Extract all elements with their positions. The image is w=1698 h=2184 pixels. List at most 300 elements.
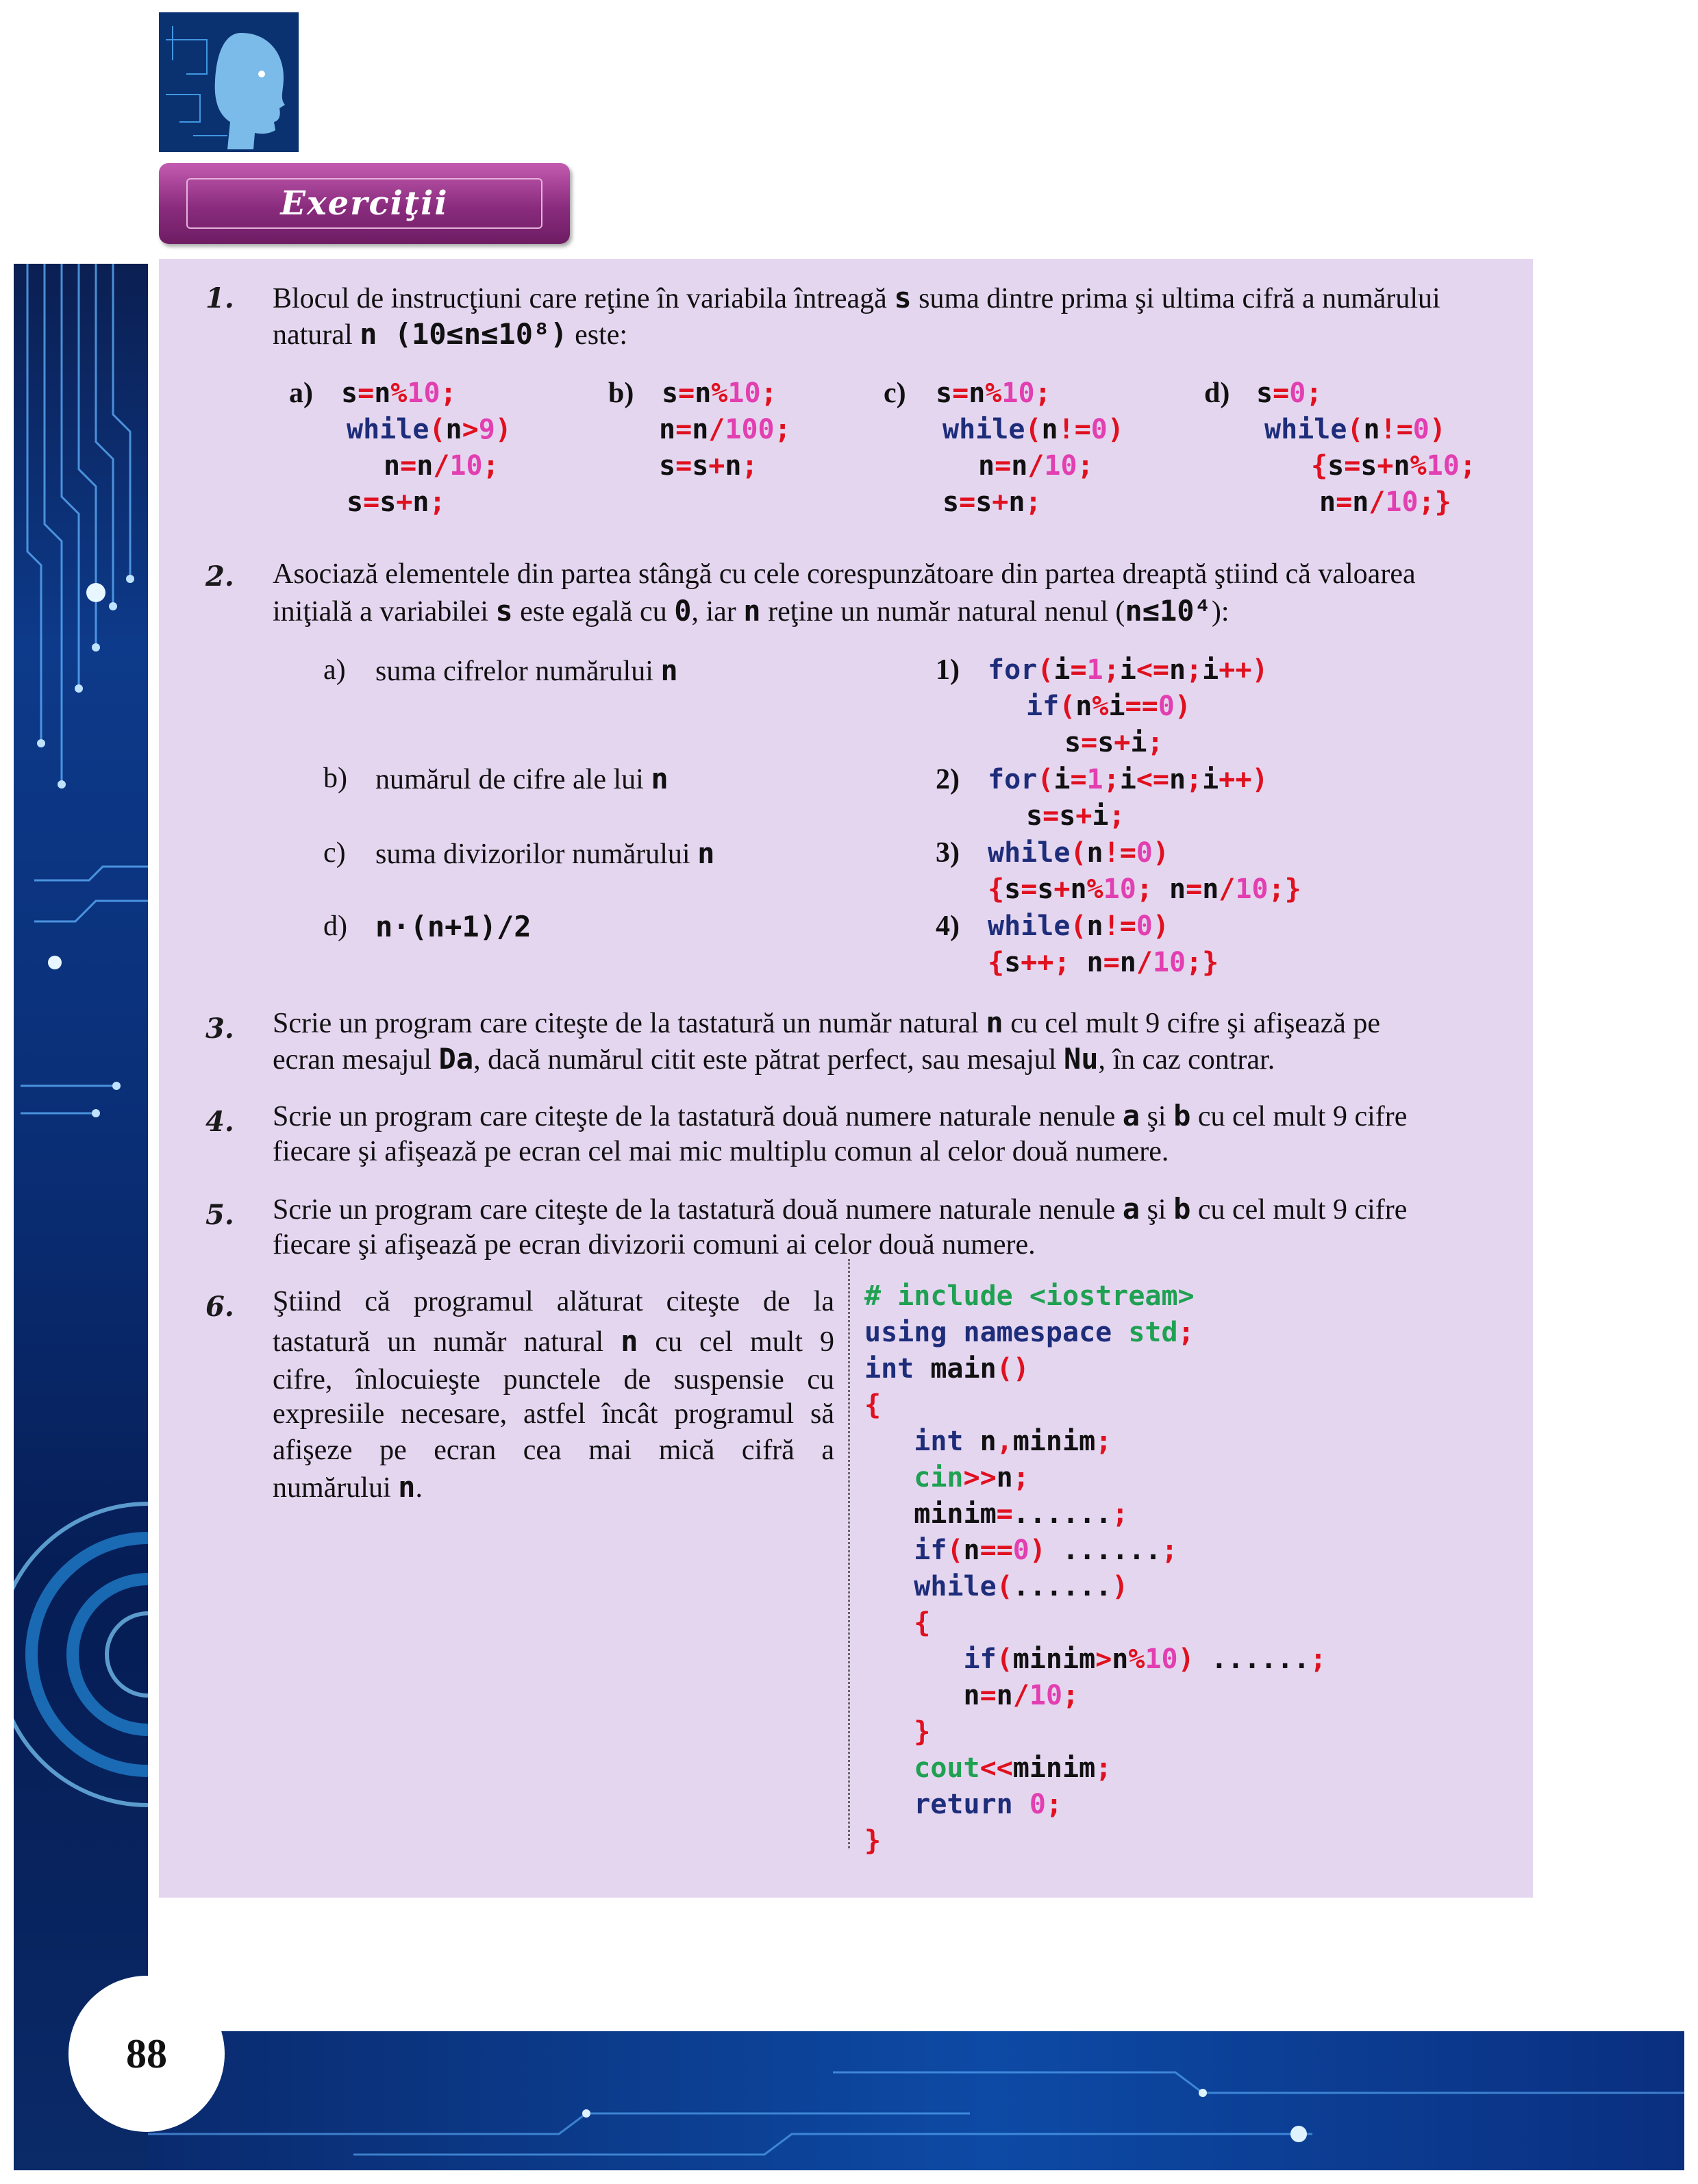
option-d-code-line	[1256, 375, 1322, 412]
code-token: # include <iostream>	[864, 1280, 1195, 1312]
code-token: ==	[1125, 691, 1158, 722]
program-code-line	[864, 1315, 1195, 1351]
code-token: 0	[1289, 377, 1306, 409]
code-token: ;	[1310, 1643, 1327, 1675]
code-token: 10	[1103, 873, 1136, 905]
code-token: (	[996, 1643, 1013, 1675]
code-token: n	[1075, 691, 1093, 722]
code-token: =	[675, 450, 692, 482]
code-token: n	[1041, 414, 1058, 445]
exercise-number: 3.	[205, 1013, 234, 1045]
option-b-code-line	[659, 448, 758, 484]
code-token: <<	[979, 1752, 1013, 1784]
code-token: n	[659, 414, 676, 445]
code-token: i	[1202, 654, 1219, 686]
code-token: ;	[1108, 800, 1125, 832]
code-token: (	[1037, 654, 1054, 686]
code-token: i	[1119, 654, 1136, 686]
code-token: 0	[1158, 691, 1175, 722]
code-token: 10	[449, 450, 483, 482]
circuit-decoration-left	[14, 264, 148, 2170]
right-item-label: 2)	[936, 764, 960, 795]
code-token: )	[1152, 910, 1169, 942]
program-code-line	[864, 1787, 1062, 1823]
code-token: ;}	[1268, 873, 1301, 905]
option-a-code-line	[341, 375, 457, 412]
right-item-label: 1)	[936, 654, 960, 686]
code-token: while	[988, 837, 1071, 869]
code-token: return	[914, 1789, 1029, 1820]
code-token: (	[1070, 837, 1087, 869]
code-token: s	[1256, 377, 1273, 409]
code-token: (	[1059, 691, 1076, 722]
code-token: n	[996, 1462, 1013, 1493]
code-token: 0	[1136, 837, 1153, 869]
code-token: =	[995, 450, 1012, 482]
option-d-code-line	[1311, 448, 1476, 484]
code-token: s	[1360, 450, 1377, 482]
code-token: 0	[1012, 1535, 1029, 1566]
code-token: +	[708, 450, 725, 482]
exercise-number: 5.	[205, 1199, 234, 1231]
code-token: !=	[1379, 414, 1413, 445]
code-token: while	[347, 414, 429, 445]
program-code-line	[864, 1387, 881, 1424]
code-token: <=	[1136, 764, 1169, 795]
code-token: ;	[774, 414, 791, 445]
code-token: ;	[760, 377, 777, 409]
code-token: minim	[1012, 1752, 1096, 1784]
code-token: ;	[1103, 764, 1120, 795]
code-token: >	[462, 414, 479, 445]
code-token: s	[341, 377, 358, 409]
code-token: 0	[1029, 1789, 1046, 1820]
program-code-line	[864, 1823, 881, 1859]
code-token: =	[996, 1498, 1013, 1530]
code-token: n	[1202, 873, 1219, 905]
code-token: ()	[996, 1353, 1029, 1385]
code-token: /	[433, 450, 450, 482]
code-token: %	[390, 377, 408, 409]
option-a-code-line	[347, 412, 512, 448]
code-token: =	[1021, 873, 1038, 905]
left-item-label: c)	[323, 837, 346, 869]
option-b-code-line	[659, 412, 791, 448]
code-token: 10	[1001, 377, 1035, 409]
code-token: (	[996, 1571, 1013, 1602]
code-token: (	[1347, 414, 1364, 445]
code-token: %	[985, 377, 1002, 409]
code-token: ;	[1136, 873, 1169, 905]
code-token: ,	[996, 1426, 1013, 1457]
code-token: s	[379, 486, 397, 518]
code-token: for	[988, 764, 1038, 795]
code-token: {	[914, 1607, 931, 1639]
code-token: 10	[1145, 1643, 1178, 1675]
exercise-number: 4.	[205, 1106, 234, 1138]
program-code-line	[864, 1569, 1128, 1605]
code-token: 10	[1152, 947, 1186, 978]
code-token: 0	[1090, 414, 1108, 445]
code-token: )	[1112, 1571, 1129, 1602]
program-code-line	[864, 1750, 1112, 1787]
code-token: ;	[1177, 1317, 1195, 1348]
code-token: n	[1086, 910, 1103, 942]
code-token: n	[1363, 414, 1380, 445]
right-item-code-line	[988, 908, 1169, 945]
code-token: n	[1008, 486, 1025, 518]
program-code-line	[864, 1424, 1112, 1460]
code-token: {	[1311, 450, 1328, 482]
code-token: =	[400, 450, 417, 482]
code-token: 10	[1029, 1680, 1063, 1711]
exercise-5-text-line1: Scrie un program care citeşte de la tastatură două numere naturale nenule a şi b cu cel mult 9 cifre	[273, 1192, 1408, 1226]
code-token: 9	[478, 414, 495, 445]
code-token: n	[1169, 764, 1186, 795]
code-token: ;	[1012, 1462, 1029, 1493]
code-token: s	[659, 450, 676, 482]
code-token: main	[930, 1353, 997, 1385]
code-token: =	[959, 486, 976, 518]
exercise-4-text-line2: fiecare şi afişează pe ecran cel mai mic multiplu comun al celor două numere.	[273, 1136, 1169, 1167]
code-token: /	[1012, 1680, 1029, 1711]
right-item-code-line	[988, 835, 1169, 871]
code-token: s	[1327, 450, 1345, 482]
code-token: n	[963, 1535, 980, 1566]
code-token: 10	[407, 377, 440, 409]
program-code-line	[864, 1351, 1029, 1387]
code-token: s	[1059, 800, 1076, 832]
right-item-code-line	[988, 652, 1269, 688]
code-token: cout	[914, 1752, 980, 1784]
code-token: !=	[1103, 837, 1136, 869]
code-token: s	[1097, 727, 1114, 758]
code-token: (	[1025, 414, 1042, 445]
code-token: s	[1004, 947, 1021, 978]
code-token: ++;	[1021, 947, 1087, 978]
code-token: i	[1202, 764, 1219, 795]
exercise-5-text-line2: fiecare şi afişează pe ecran divizorii comuni ai celor două numere.	[273, 1229, 1036, 1261]
exercise-3-text-line2: ecran mesajul Da, dacă numărul citit este pătrat perfect, sau mesajul Nu, în caz contrar.	[273, 1042, 1275, 1076]
code-token: ......	[1045, 1535, 1162, 1566]
code-token: )	[495, 414, 512, 445]
exercise-6-text-line: expresiile necesare, astfel încât programul să	[273, 1398, 834, 1430]
code-token: n	[864, 1680, 980, 1711]
code-token	[864, 1789, 914, 1820]
code-token: n	[978, 450, 995, 482]
code-token: +	[1377, 450, 1394, 482]
code-token: i	[1130, 727, 1147, 758]
code-token: )	[1177, 1643, 1195, 1675]
right-item-code-line	[1026, 688, 1191, 725]
code-token: {	[988, 873, 1005, 905]
exercise-2-text-line1: Asociază elementele din partea stângă cu cele corespunzătoare din partea dreaptă ştiind că valoarea	[273, 558, 1416, 590]
code-token: >>	[963, 1462, 997, 1493]
code-token: /	[1136, 947, 1153, 978]
right-item-label: 3)	[936, 837, 960, 869]
code-token: 100	[725, 414, 775, 445]
option-c-code-line	[942, 412, 1124, 448]
code-token: <=	[1136, 654, 1169, 686]
code-token: +	[1053, 873, 1071, 905]
code-token: n	[969, 377, 986, 409]
code-token: int	[914, 1426, 980, 1457]
option-c-code-line	[942, 484, 1042, 521]
code-token: +	[1114, 727, 1131, 758]
code-token: 10	[1235, 873, 1269, 905]
code-token	[864, 1426, 914, 1457]
code-token: n	[1086, 837, 1103, 869]
right-item-code-line	[1064, 725, 1164, 761]
code-token: }	[914, 1716, 931, 1748]
exercise-1-text-line1: Blocul de instrucţiuni care reţine în variabila întreagă s suma dintre prima şi ultima cifră a numărului	[273, 281, 1440, 314]
code-token: n	[416, 450, 434, 482]
left-item-text: n·(n+1)/2	[375, 910, 532, 943]
option-b-code-line	[662, 375, 777, 412]
left-item-label: d)	[323, 910, 347, 942]
code-token: ;	[1147, 727, 1164, 758]
circuit-decoration-bottom	[148, 2031, 1684, 2170]
code-token: std	[1128, 1317, 1178, 1348]
code-token: ;	[1095, 1752, 1112, 1784]
code-token: ;	[1062, 1680, 1079, 1711]
code-token: n	[1352, 486, 1369, 518]
code-token	[864, 1716, 914, 1748]
code-token: ;	[1459, 450, 1476, 482]
program-code-line	[864, 1605, 930, 1641]
code-token: s	[1004, 873, 1021, 905]
code-token: !=	[1058, 414, 1091, 445]
code-token: n	[692, 414, 709, 445]
code-token: +	[396, 486, 413, 518]
code-token: =	[363, 486, 380, 518]
code-token: ++)	[1219, 654, 1269, 686]
ai-head-logo	[159, 12, 299, 152]
program-code-line	[864, 1532, 1178, 1569]
code-token: =	[1103, 947, 1120, 978]
code-token: %	[1410, 450, 1427, 482]
left-item-label: a)	[323, 654, 346, 686]
code-token: while	[988, 910, 1071, 942]
code-token: s	[692, 450, 709, 482]
code-token: ;}	[1418, 486, 1451, 518]
code-token: n	[1393, 450, 1410, 482]
code-token: ;	[440, 377, 457, 409]
right-item-code-line	[1026, 798, 1125, 834]
code-token: +	[992, 486, 1009, 518]
code-token: s	[347, 486, 364, 518]
code-token: 10	[1044, 450, 1077, 482]
code-token: =	[358, 377, 375, 409]
left-item-text: suma cifrelor numărului n	[375, 654, 678, 687]
code-token: 0	[1412, 414, 1429, 445]
program-code-line	[864, 1678, 1079, 1714]
code-token: s	[1026, 800, 1043, 832]
code-token: ......	[1012, 1498, 1112, 1530]
code-token: ......	[1012, 1571, 1112, 1602]
code-token: =	[1042, 800, 1060, 832]
page-number: 88	[126, 2031, 167, 2076]
exercise-6-text-line: cifre, înlocuieşte punctele de suspensie cu	[273, 1364, 834, 1395]
code-token	[864, 1607, 914, 1639]
code-token: ;	[1112, 1498, 1129, 1530]
code-token: s	[942, 486, 960, 518]
code-token: /	[1219, 873, 1236, 905]
code-token: =	[979, 1680, 997, 1711]
code-token: }	[864, 1825, 882, 1857]
code-token	[864, 1571, 914, 1602]
code-token: minim	[1012, 1426, 1096, 1457]
option-c-code-line	[936, 375, 1051, 412]
right-item-code-line	[988, 945, 1219, 981]
code-token: n	[374, 377, 391, 409]
program-code-line	[864, 1714, 930, 1750]
exercise-6-text-line: numărului n.	[273, 1470, 423, 1504]
code-token: ;	[1045, 1789, 1063, 1820]
code-token: +	[1075, 800, 1093, 832]
code-token: {	[864, 1389, 882, 1421]
left-item-label: b)	[323, 762, 347, 794]
code-token: (	[947, 1535, 964, 1566]
code-token: int	[864, 1353, 931, 1385]
code-token: s	[975, 486, 992, 518]
code-token: /	[1369, 486, 1386, 518]
code-token: for	[988, 654, 1038, 686]
code-token: ++)	[1219, 764, 1269, 795]
code-token: ;	[1103, 654, 1120, 686]
code-token	[864, 1535, 914, 1566]
option-c-label: c)	[884, 377, 906, 409]
code-token: 10	[727, 377, 761, 409]
code-token: 0	[1136, 910, 1153, 942]
code-token: ;	[1034, 377, 1051, 409]
code-token: i	[1108, 691, 1125, 722]
code-token: =	[678, 377, 695, 409]
option-d-code-line	[1264, 412, 1446, 448]
exercise-number: 6.	[205, 1291, 234, 1323]
exercise-number: 1.	[205, 282, 234, 314]
code-token: =	[952, 377, 969, 409]
option-b-label: b)	[608, 377, 634, 409]
code-token: =	[1081, 727, 1098, 758]
code-token: =	[1344, 450, 1361, 482]
exercise-6-text-line: Ştiind că programul alăturat citeşte de la	[273, 1286, 834, 1317]
code-token: 1	[1086, 654, 1103, 686]
code-token: ;}	[1186, 947, 1219, 978]
code-token: i	[1053, 654, 1071, 686]
code-token: ;	[1077, 450, 1094, 482]
code-token: /	[708, 414, 725, 445]
code-token: while	[1264, 414, 1347, 445]
option-a-label: a)	[289, 377, 313, 409]
program-code-line	[864, 1460, 1029, 1496]
code-token: n	[979, 1426, 997, 1457]
code-token: )	[1029, 1535, 1046, 1566]
program-code-line	[864, 1641, 1326, 1678]
code-token: cin	[914, 1462, 964, 1493]
ai-head-icon	[159, 12, 299, 152]
exercise-6-text-line: tastatură un număr natural n cu cel mult 9	[273, 1324, 834, 1358]
code-token: n	[445, 414, 462, 445]
exercise-1-text-line2: natural n (10≤n≤10⁸) este:	[273, 317, 628, 351]
option-d-label: d)	[1204, 377, 1230, 409]
program-code-line	[864, 1278, 1195, 1315]
code-token: >	[1095, 1643, 1112, 1675]
code-token: n	[695, 377, 712, 409]
code-token: =	[1070, 764, 1087, 795]
code-token: /	[1027, 450, 1045, 482]
left-item-text: numărul de cifre ale lui n	[375, 762, 669, 795]
code-token: )	[1152, 837, 1169, 869]
exercise-4-text-line1: Scrie un program care citeşte de la tastatură două numere naturale nenule a şi b cu cel mult 9 cifre	[273, 1099, 1408, 1132]
code-token: minim	[864, 1498, 997, 1530]
code-token: =	[1186, 873, 1203, 905]
code-token: n	[384, 450, 401, 482]
code-token: n	[1011, 450, 1028, 482]
code-token: while	[942, 414, 1025, 445]
exercise-number: 2.	[205, 560, 234, 593]
code-token: n	[1319, 486, 1336, 518]
code-token: %	[1128, 1643, 1145, 1675]
code-token: =	[1070, 654, 1087, 686]
code-token	[864, 1752, 914, 1784]
code-token	[864, 1462, 914, 1493]
code-token: ......	[1194, 1643, 1310, 1675]
code-token: {	[988, 947, 1005, 978]
option-a-code-line	[384, 448, 499, 484]
code-token: minim	[1012, 1643, 1096, 1675]
option-d-code-line	[1319, 484, 1451, 521]
code-token: ;	[1161, 1535, 1178, 1566]
code-token: (	[1037, 764, 1054, 795]
code-token: i	[1053, 764, 1071, 795]
code-token: %	[1092, 691, 1109, 722]
code-divider	[848, 1259, 850, 1848]
circuit-pattern	[14, 264, 148, 2170]
section-title-box	[159, 163, 570, 244]
code-token	[864, 1643, 964, 1675]
exercise-6-text-line: afişeze pe ecran cea mai mică cifră a	[273, 1435, 834, 1466]
left-item-text: suma divizorilor numărului n	[375, 836, 715, 870]
code-token: )	[1174, 691, 1191, 722]
exercise-2-text-line2: iniţială a variabilei s este egală cu 0, iar n reţine un număr natural nenul (n≤10⁴):	[273, 594, 1229, 628]
code-token: 10	[1426, 450, 1460, 482]
code-token: !=	[1103, 910, 1136, 942]
code-token: s	[1037, 873, 1054, 905]
code-token: i	[1119, 764, 1136, 795]
option-a-code-line	[347, 484, 446, 521]
code-token: s	[662, 377, 679, 409]
code-token: n	[1070, 873, 1087, 905]
code-token: using namespace	[864, 1317, 1129, 1348]
code-token: n	[1112, 1643, 1129, 1675]
right-item-code-line	[988, 871, 1301, 908]
code-token: )	[1429, 414, 1446, 445]
code-token: n	[1169, 873, 1186, 905]
program-code-line	[864, 1496, 1128, 1532]
code-token: n	[1169, 654, 1186, 686]
code-token: n	[725, 450, 742, 482]
code-token: if	[914, 1535, 947, 1566]
code-token: )	[1107, 414, 1124, 445]
code-token: ;	[1306, 377, 1323, 409]
option-c-code-line	[978, 448, 1094, 484]
code-token: s	[936, 377, 953, 409]
code-token: (	[1070, 910, 1087, 942]
code-token: while	[914, 1571, 997, 1602]
code-token: n	[1119, 947, 1136, 978]
code-token: ;	[1025, 486, 1042, 518]
